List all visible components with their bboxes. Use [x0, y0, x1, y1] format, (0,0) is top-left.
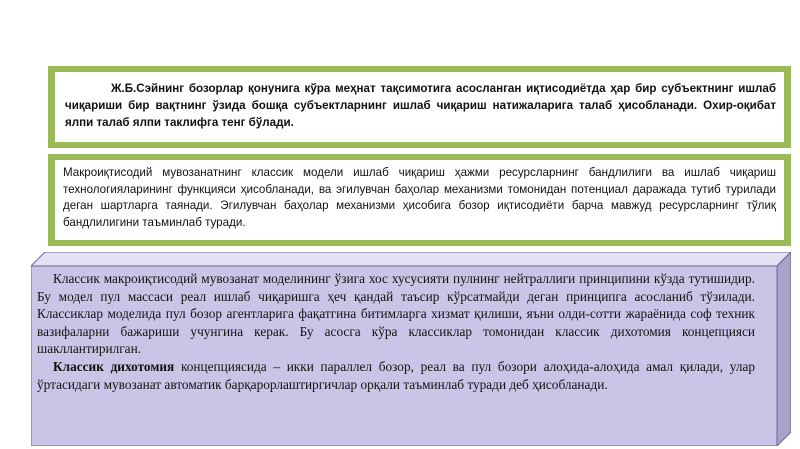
top-text-box-inner [55, 72, 784, 142]
bottom-text [37, 270, 755, 393]
bottom-paragraph-2 [37, 358, 755, 393]
middle-text: Макроиқтисодий мувозанатнинг классик модели ишлаб чиқариш ҳажми ресурсларнинг бандлилиги ва ишлаб чиқариш технологияларининг функцияси ҳисобланади, ва эгилувчан баҳолар механизми томонидан потенциал даражада тутиб турилади деган шартларга таянади. Эгилувчан баҳолар механизми ҳисобига бозор иқтисодиёти барча мавжуд ресурсларнинг тўлиқ бандлилигини таъминлаб туради. [63, 166, 776, 229]
top-text-box [48, 66, 791, 148]
bottom-paragraph-2-rest: концепциясида – икки параллел бозор, реал ва пул бозори алоҳида-алоҳида амал қилади, улар ўртасидаги мувозанат автоматик барқарорлаштиргичлар орқали таъминлаб туради деб ҳисобланади. [37, 358, 756, 392]
box-side-face [777, 252, 791, 446]
bottom-paragraph-2-bold: Классик дихотомия [53, 358, 175, 374]
bottom-paragraph-1: Классик макроиқтисодий мувозанат моделининг ўзига хос хусусияти пулнинг нейтраллиги принципини кўзда тутишидир. Бу модел пул массаси реал ишлаб чиқаришга ҳеч қандай таъсир кўрсатмайди деган принципга асосланиб тўзилади. Классиклар моделида пул бозор агентларига фақатгина битимларга хизмат қилиши, яъни олди-сотти жараёнида соф техник вазифаларни бажариши учунгина керак. Бу асосга кўра классиклар томонидан классик дихотомия концепцияси шакллантирилган. [37, 271, 755, 357]
box-top-face [31, 252, 791, 266]
top-text: Ж.Б.Сэйнинг бозорлар қонунига кўра меҳнат тақсимотига асосланган иқтисодиётда ҳар бир субъектнинг ишлаб чиқариши бир вақтнинг ўзида бошқа субъектларнинг ишлаб чиқариш натижаларига талаб ҳисобланади. Охир-оқибат ялпи талаб ялпи таклифга тенг бўлади. [65, 82, 776, 129]
bottom-3d-box [31, 252, 791, 446]
middle-text-box [48, 154, 791, 246]
middle-text-box-inner [55, 160, 784, 240]
